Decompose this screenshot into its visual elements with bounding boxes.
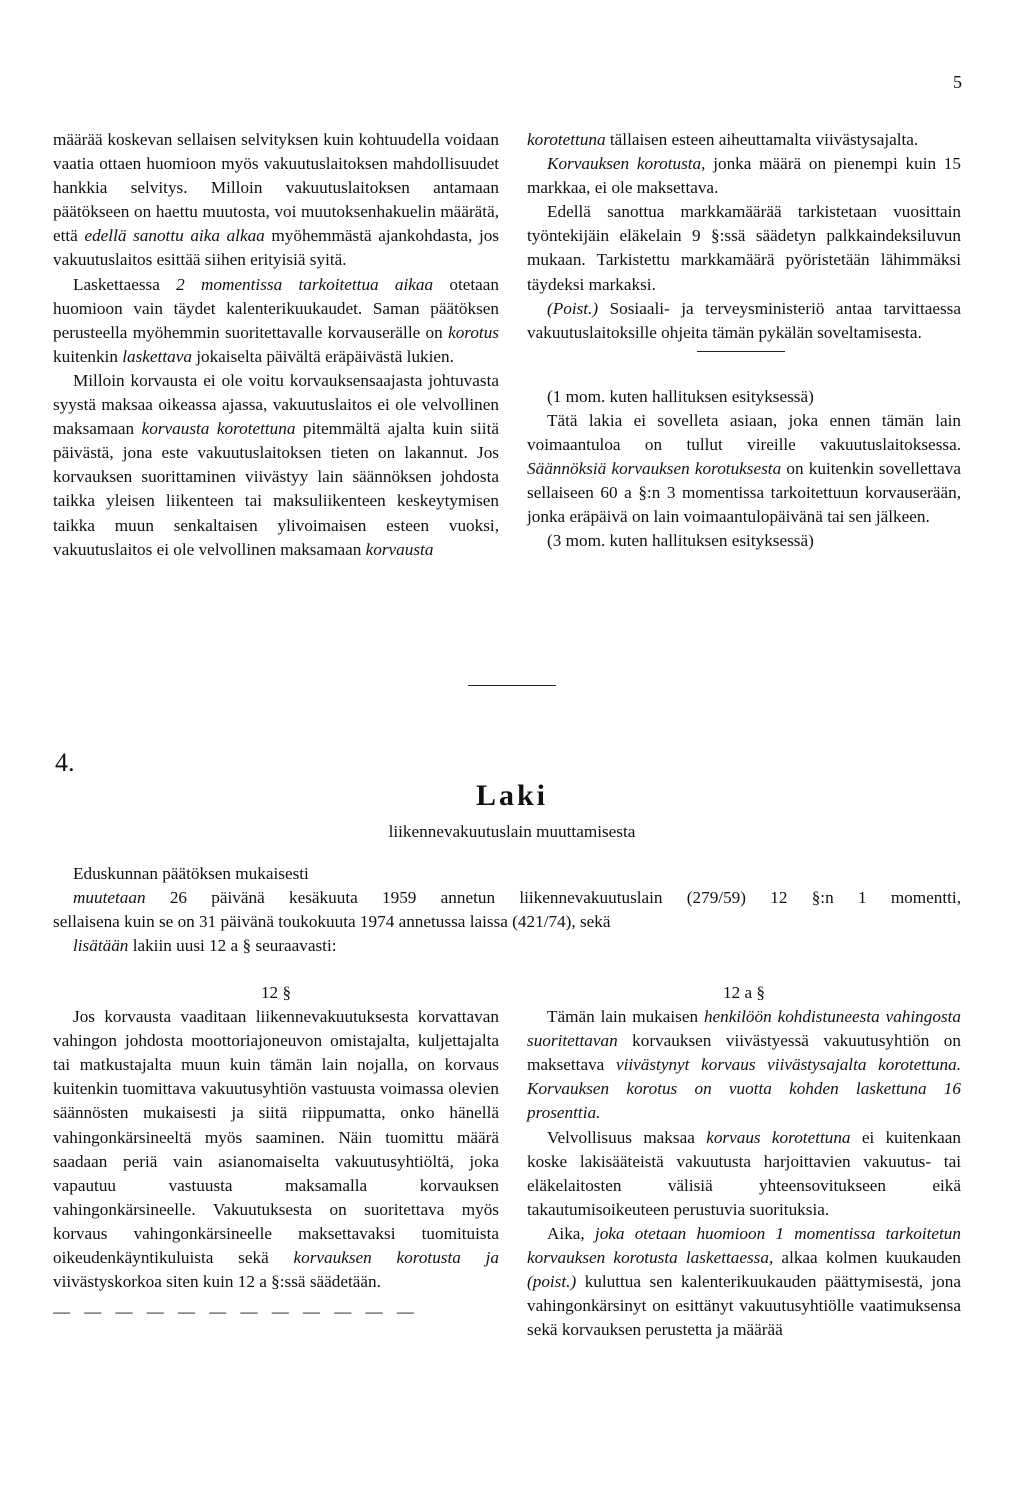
text-run: otetaan huomioon vain täydet kalenterikuukaudet. Saman päätöksen perusteella myöhemmin suoritettavalle korvauserälle on <box>53 274 500 342</box>
bottom-left-column <box>53 981 499 1324</box>
paragraph <box>527 385 961 409</box>
text-run: on kuitenkin sovellettava sellaiseen 60 a §:n 3 momentissa tarkoitettuun korvauserään, jonka eräpäivä on lain voimaantulopäivänä tai sen jälkeen. <box>527 459 961 527</box>
emphasis-text: (poist.) <box>527 1272 577 1292</box>
emphasis-text: viivästynyt korvaus viivästysajalta korotettuna. Korvauksen korotus on vuotta kohden laskettuna 16 prosenttia. <box>527 1055 961 1123</box>
text-run: pitemmältä ajalta kuin siitä päivästä, jona este vakuutuslaitoksen tieten on lakannut. Jos korvauksen suorittaminen viivästyy lain säännöksen johdosta taikka yleisen liikenteen tai maksuliikenteen keskeytymisen taikka muun senkaltaisen ylivoimaisen esteen vuoksi, vakuutuslaitos ei ole velvollinen maksamaan <box>53 419 499 559</box>
text-run: Milloin korvausta ei ole voitu korvauksensaajasta johtuvasta syystä maksaa oikeassa ajassa, vakuutuslaitos ei ole velvollinen maksamaan <box>53 370 499 439</box>
text-run: kuitenkin <box>53 346 123 366</box>
text-run: jokaiselta päivältä eräpäivästä lukien. <box>191 346 454 366</box>
section-heading: 12 § <box>260 983 292 1002</box>
preamble-line <box>53 934 961 958</box>
law-number: 4. <box>55 748 75 777</box>
top-right-column <box>527 128 961 554</box>
paragraph <box>527 1222 961 1342</box>
text-run: alkaa kolmen kuukauden <box>773 1248 961 1268</box>
text-run: (3 mom. kuten hallituksen esityksessä) <box>547 531 814 551</box>
emphasis-text: henkilöön kohdistuneesta vahingosta suoritettavan <box>527 1007 962 1051</box>
emphasis-text: korvauksen korotusta ja <box>293 1248 499 1268</box>
emphasis-text: korotettuna <box>527 130 606 149</box>
emphasis-text: korvausta korotettuna <box>141 419 296 439</box>
page-number: 5 <box>953 72 962 92</box>
text-run: korvauksen viivästyessä vakuutusyhtiön on maksettava <box>527 1031 961 1075</box>
preamble-keyword: lisätään <box>73 936 129 956</box>
text-run: viivästyskorkoa siten kuin 12 a §:ssä säädetään. <box>53 1272 381 1292</box>
emphasis-text: korvausta <box>365 539 434 559</box>
paragraph <box>527 152 961 200</box>
paragraph <box>527 529 961 553</box>
emphasis-text: joka otetaan huomioon 1 momentissa tarkoitetun korvauksen korotusta laskettaessa, <box>527 1223 961 1268</box>
preamble-keyword: muutetaan <box>73 888 146 908</box>
section-heading: 12 a § <box>722 983 765 1002</box>
text-run: jonka määrä on pienempi kuin 15 markkaa, ei ole maksettava. <box>527 154 961 198</box>
emphasis-text: Säännöksiä korvauksen korotuksesta <box>527 459 782 479</box>
emphasis-text: (Poist.) <box>547 298 599 318</box>
emphasis-text: laskettava <box>122 346 192 366</box>
emphasis-text: edellä sanottu aika alkaa <box>84 226 265 246</box>
text-run: tällaisen esteen aiheuttamalta viivästysajalta. <box>605 130 919 149</box>
bottom-right-column <box>527 981 961 1342</box>
paragraph <box>527 1005 961 1125</box>
text-run: Edellä sanottua markkamäärää tarkistetaan vuosittain työntekijäin eläkelain 9 §:ssä säädetyn palkkaindeksiluvun mukaan. Tarkistettu markkamäärä pyöristetään lähimmäksi täydeksi markaksi. <box>527 202 961 294</box>
paragraph <box>527 128 961 152</box>
law-title: Laki <box>475 779 549 812</box>
paragraph <box>527 409 961 529</box>
text-run: Aika, <box>547 1223 595 1243</box>
preamble-text: 26 päivänä kesäkuuta 1959 annetun liikennevakuutuslain (279/59) 12 §:n 1 momentti, <box>145 888 961 908</box>
text-run: myöhemmästä ajankohdasta, jos vakuutuslaitos esittää siihen erityisiä syitä. <box>53 226 499 270</box>
paragraph <box>53 1005 499 1294</box>
preamble-text: lakiin uusi 12 a § seuraavasti: <box>128 936 337 956</box>
text-run: (1 mom. kuten hallituksen esityksessä) <box>547 386 814 406</box>
text-run: Laskettaessa <box>73 274 177 294</box>
preamble-intro: Eduskunnan päätöksen mukaisesti <box>73 864 309 883</box>
top-left-column <box>53 128 499 562</box>
text-run: kuluttua sen kalenterikuukauden päättymisestä, jona vahingonkärsinyt on esittänyt vakuutusyhtiölle vaatimuksensa sekä korvauksen perustetta ja määrää <box>527 1272 961 1340</box>
text-run: määrää koskevan sellaisen selvityksen kuin kohtuudella voidaan vaatia ottaen huomioon myös vakuutuslaitoksen mahdollisuudet hankkia selvitys. Milloin vakuutuslaitoksen antamaan päätökseen on haettu muutosta, voi muutoksenhakuelin määrätä, että <box>53 130 499 246</box>
paragraph <box>527 1126 961 1222</box>
paragraph <box>527 297 961 345</box>
preamble <box>53 862 961 958</box>
emphasis-text: Korvauksen korotusta, <box>547 154 706 174</box>
text-run: ei kuitenkaan koske lakisääteistä vakuutusta harjoittavien vakuutus- tai eläkelaitosten välisiä yhteensovitukseen eikä takautumisoikeuteen perustuvia suorituksia. <box>527 1127 961 1219</box>
paragraph <box>527 200 961 296</box>
preamble-line <box>53 886 961 910</box>
omission-dashes: — — — — — — — — — — — — <box>53 1302 419 1322</box>
text-run: Tämän lain mukaisen <box>547 1007 704 1027</box>
paragraph <box>53 128 499 273</box>
emphasis-text: korvaus korotettuna <box>706 1127 851 1147</box>
emphasis-text: 2 momentissa tarkoitettua aikaa <box>176 274 434 294</box>
paragraph <box>53 369 499 562</box>
text-run: Tätä lakia ei sovelleta asiaan, joka ennen tämän lain voimaantuloa on tullut vireille vakuutuslaitoksessa. <box>527 410 961 455</box>
law-subtitle: liikennevakuutuslain muuttamisesta <box>388 822 636 841</box>
paragraph <box>53 273 499 369</box>
page-divider <box>468 685 556 686</box>
text-run: Jos korvausta vaaditaan liikennevakuutuksesta korvattavan vahingon johdosta moottoriajoneuvon omistajalta, kuljettajalta tai matkustajalta muun kuin tämän lain nojalla, on korvaus kuitenkin tuomittava vakuutusyhtiön vastuusta voimassa olevien säännösten mukaisesti ja siitä riippumatta, onko hänellä vahingonkärsineeltä myös saaminen. Näin tuomittu määrä saadaan periä vain asianomaiselta vakuutusyhtiöltä, joka vapautuu vastuusta maksamalla korvauksen vahingonkärsineelle. Vakuutuksesta on suoritettava myös korvaus vahingonkärsineelle maksettavaksi tuomituista oikeudenkäyntikuluista sekä <box>53 1007 499 1268</box>
text-run: Velvollisuus maksaa <box>547 1127 707 1147</box>
text-run: Sosiaali- ja terveysministeriö antaa tarvittaessa vakuutuslaitoksille ohjeita tämän pykälän soveltamisesta. <box>527 298 961 342</box>
emphasis-text: korotus <box>448 322 499 342</box>
preamble-line: sellaisena kuin se on 31 päivänä toukokuuta 1974 annetussa laissa (421/74), sekä <box>53 912 611 932</box>
